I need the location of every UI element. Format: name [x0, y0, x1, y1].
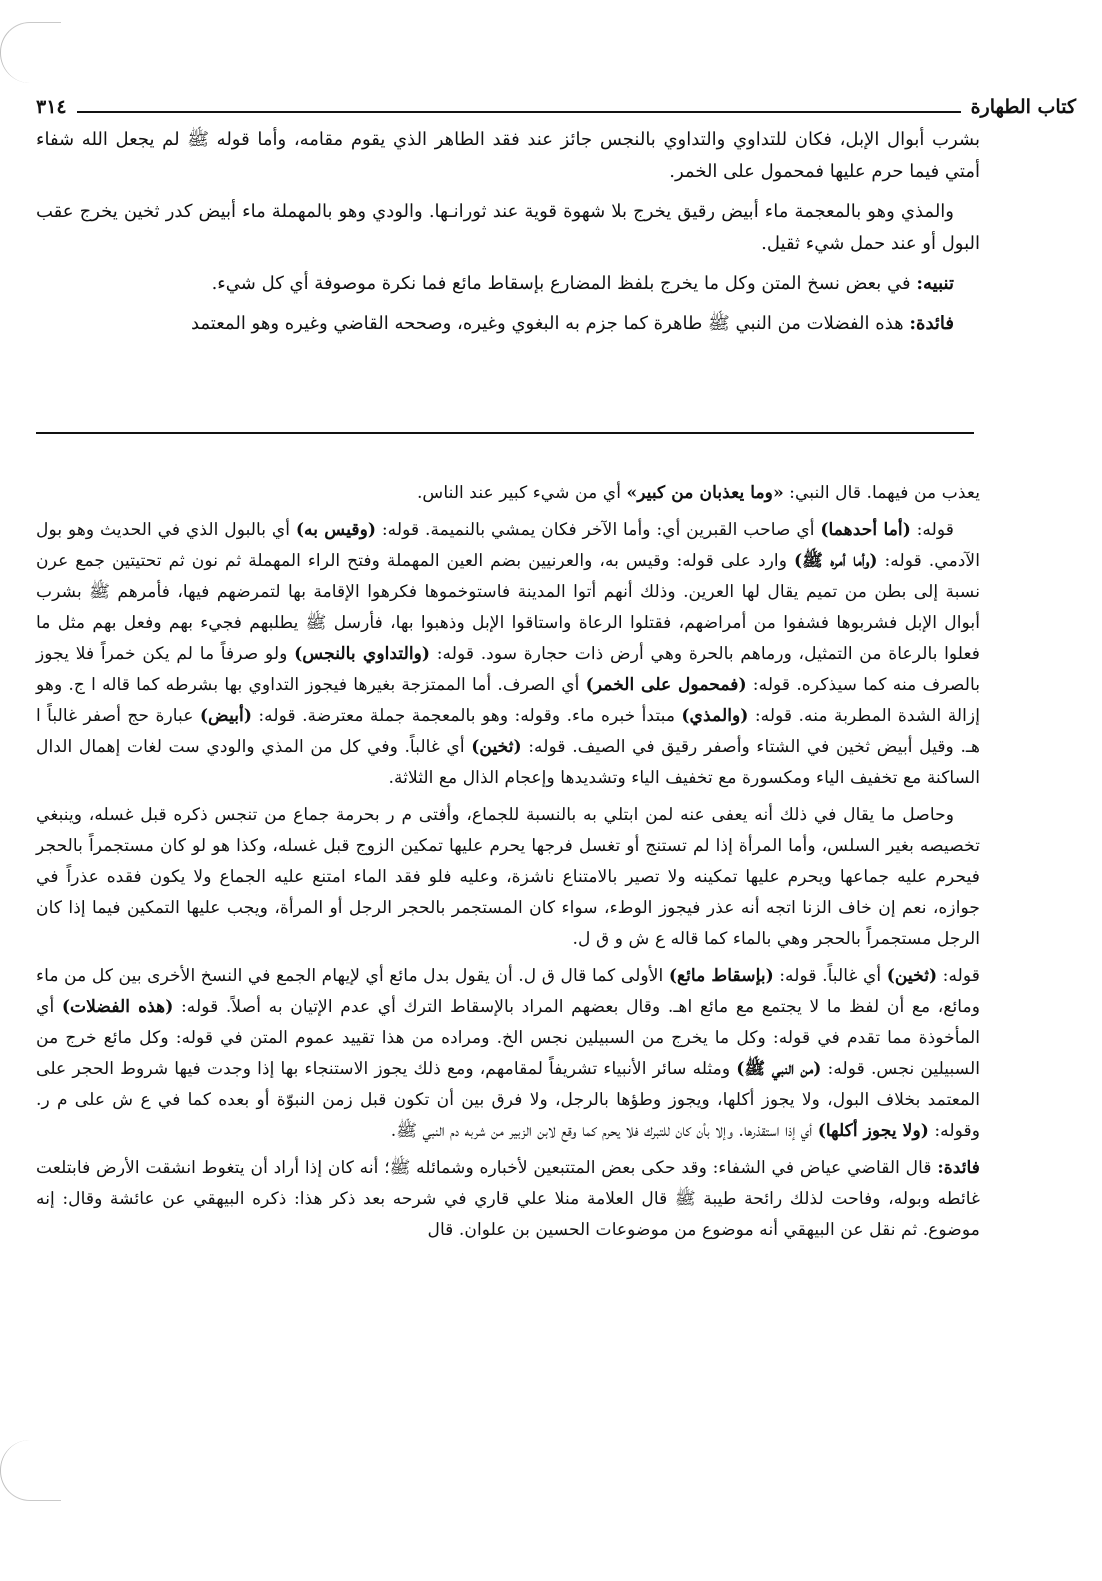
main-paragraph-2: والمذي وهو بالمعجمة ماء أبيض رقيق يخرج بلا شهوة قوية عند ثورانـها. والودي وهو بالمهملة ماء أبيض كدر ثخين يخرج عقب البول أو عند حمل شيء ثقيل. — [36, 201, 980, 254]
tanbih-note — [36, 268, 980, 300]
header-rule — [77, 111, 961, 113]
commentary-gloss: (ثخين) — [471, 737, 522, 757]
commentary-paragraph-3: وحاصل ما يقال في ذلك أنه يعفى عنه لمن ابتلي به بالنسبة للجماع، وأفتى م ر بحرمة جماع من تنجس ذكره قبل غسله، وينبغي تخصيصه بغير السلس، وأما المرأة إذا لم تستنج أو تغسل فرجها يحرم عليها تمكين الزوج قبل غسله، وكذا هو لو كان مستجمراً بالحجر فيحرم عليه جماعها ويحرم عليها تمكينه ولا تصير بالامتناع ناشزة، وعليه فلو فقد الماء امتنع عليه الجماع ولا يكون فقده عذراً في جوازه، نعم إن خاف الزنا اتجه أنه عذر فيجوز الوطء، سواء كان المستجمر بالحجر الرجل أو المرأة، ويجب عليها التمكين فيما إذا كان الرجل مستجمراً بالحجر وهي بالماء كما قاله ع ش و ق ل. — [36, 805, 980, 949]
commentary-text: ومثله سائر الأنبياء تشريفاً لمقامهم، ومع ذلك يجوز الاستنجاء بها إذا وجدت فيها شروط الحجر على المعتمد بخلاف البول، ولا يجوز أكلها، ويجوز وطؤها بالرجل، ولا فرق بين أن تكون قبل زمن النبوّة أو بعده كما في ع ش على م ر. وقوله: — [36, 1059, 980, 1141]
commentary-gloss: (والمذي) — [681, 706, 749, 726]
commentary-text: أي بالبول الذي في الحديث وهو بول الآدمي. قوله: — [36, 520, 981, 571]
commentary-gloss: (وأما أمره ﷺ) — [793, 551, 878, 571]
commentary-gloss: (والتداوي بالنجس) — [294, 644, 431, 664]
tanbih-text: في بعض نسخ المتن وكل ما يخرج بلفظ المضارع بإسقاط مائع فما نكرة موصوفة أي كل شيء. — [211, 273, 911, 294]
commentary-text: ولو صرفاً ما لم يكن خمراً فلا يجوز بالصرف منه كما سيذكره. قوله: — [36, 644, 980, 695]
commentary-text: أي الصرف. أما الممتزجة بغيرها فيجوز التداوي بها بشرطه كما قاله ا ج. وهو إزالة الشدة المطربة منه. قوله: — [36, 675, 980, 726]
commentary — [36, 478, 980, 1252]
text-commentary-divider — [36, 432, 974, 434]
commentary-text: أي إذا استقذرها. وإلا بأن كان للتبرك فلا يحرم كما وقع لابن الزبير من شربه دم النبي ﷺ. — [390, 1121, 818, 1141]
commentary-gloss: (وقيس به) — [295, 520, 377, 540]
commentary-text: مبتدأ خبره ماء. وقوله: وهو بالمعجمة جملة معترضة. قوله: — [251, 706, 682, 726]
commentary-gloss: (فمحمول على الخمر) — [585, 675, 747, 695]
main-text — [36, 124, 980, 348]
commentary-text: أي غالباً. وفي كل من المذي والودي ست لغات إهمال الدال الساكنة مع تخفيف الياء ومكسورة مع تخفيف الياء وتشديدها وإعجام الذال مع الثلاثة. — [36, 737, 980, 788]
commentary-text: أي غالباً. قوله: — [773, 966, 887, 986]
faida-label: فائدة: — [909, 313, 954, 334]
commentary-text: أي المأخوذة مما تقدم في قوله: وكل ما يخرج من السبيلين نجس الخ. ومراده من هذا تقييد عموم المتن في قوله: وكل مائع خرج من السبيلين نجس. قوله: — [36, 997, 980, 1079]
commentary-text: وارد على قوله: وقيس به، والعرنيين بضم العين المهملة وفتح الراء المهملة ثم نون ثم تحتيتين جمع عرن نسبة إلى بطن من تميم يقال لها العرين. وذلك أنهم أتوا المدينة فاستوخموها فكرهوا الإقامة بها لتمرضهم فيها، فأمرهم ﷺ بشرب أبوال الإبل فشربوها فشفوا من أمراضهم، فقتلوا الرعاة واستاقوا الإبل وذهبوا بها، فأرسل ﷺ يطلبهم فجيء بهم وفعل بهم مثل ما فعلوا بالرعاة من التمثيل، ورماهم بالحرة وهي أرض ذات حجارة سود. قوله: — [36, 551, 980, 664]
commentary-text: أي من شيء كبير عند الناس. — [416, 483, 627, 503]
faida-note — [36, 308, 980, 340]
commentary-text: يعذب من فيهما. قال النبي: — [783, 483, 980, 503]
commentary-paragraph-2 — [36, 515, 980, 794]
running-title: كتاب الطهارة — [970, 96, 1076, 118]
commentary-text: قوله: — [937, 966, 980, 986]
tanbih-label: تنبيه: — [916, 273, 954, 294]
commentary-gloss: (من النبي ﷺ) — [736, 1059, 822, 1079]
commentary-text: الأولى كما قال ق ل. أن يقول بدل مائع أي لإيهام الجمع في النسخ الأخرى بين كل من ماء ومائع، مع أن لفظ ما لا يجتمع مع مائع اهـ. وقال بعضهم المراد بالإسقاط الترك أي عدم الإتيان به أصلاً. قوله: — [36, 966, 981, 1017]
commentary-text: قال القاضي عياض في الشفاء: وقد حكى بعض المتتبعين لأخباره وشمائله ﷺ؛ أنه كان إذا أراد أن يتغوط انشقت الأرض فابتلعت غائطه وبوله، وفاحت لذلك رائحة طيبة ﷺ قال العلامة منلا علي قاري في شرحه بعد ذكر هذا: ذكره البيهقي عن عائشة وقال: إنه موضوع. ثم نقل عن البيهقي أنه موضوع من موضوعات الحسين بن علوان. قال — [36, 1158, 980, 1240]
commentary-gloss: «وما يعذبان من كبير» — [626, 483, 784, 503]
commentary-text: أي صاحب القبرين أي: وأما الآخر فكان يمشي بالنميمة. قوله: — [376, 520, 821, 540]
page-number: ٣١٤ — [36, 96, 67, 118]
commentary-gloss: فائدة: — [937, 1158, 980, 1178]
scan-binding-mark-top — [0, 22, 61, 83]
scan-binding-mark-bottom — [0, 1440, 61, 1501]
main-paragraph-1: بشرب أبوال الإبل، فكان للتداوي والتداوي بالنجس جائز عند فقد الطاهر الذي يقوم مقامه، وأما قوله ﷺ لم يجعل الله شفاء أمتي فيما حرم عليها فمحمول على الخمر. — [36, 129, 980, 182]
commentary-gloss: (أما أحدهما) — [820, 520, 911, 540]
commentary-paragraph-4 — [36, 961, 980, 1147]
page-header — [36, 86, 1076, 120]
commentary-gloss: (أبيض) — [199, 706, 252, 726]
commentary-gloss: (ثخين) — [886, 966, 938, 986]
commentary-gloss: (بإسقاط مائع) — [668, 966, 774, 986]
commentary-paragraph-1 — [36, 478, 980, 509]
commentary-text: عبارة حج أصفر غالباً ا هـ. وقيل أبيض ثخين في الشتاء وأصفر رقيق في الصيف. قوله: — [36, 706, 981, 757]
commentary-gloss: (هذه الفضلات) — [61, 997, 174, 1017]
commentary-text: قوله: — [910, 520, 954, 540]
commentary-gloss: (ولا يجوز أكلها) — [817, 1121, 929, 1141]
commentary-paragraph-5 — [36, 1153, 980, 1246]
faida-text: هذه الفضلات من النبي ﷺ طاهرة كما جزم به البغوي وغيره، وصححه القاضي وغيره وهو المعتمد — [190, 313, 904, 334]
